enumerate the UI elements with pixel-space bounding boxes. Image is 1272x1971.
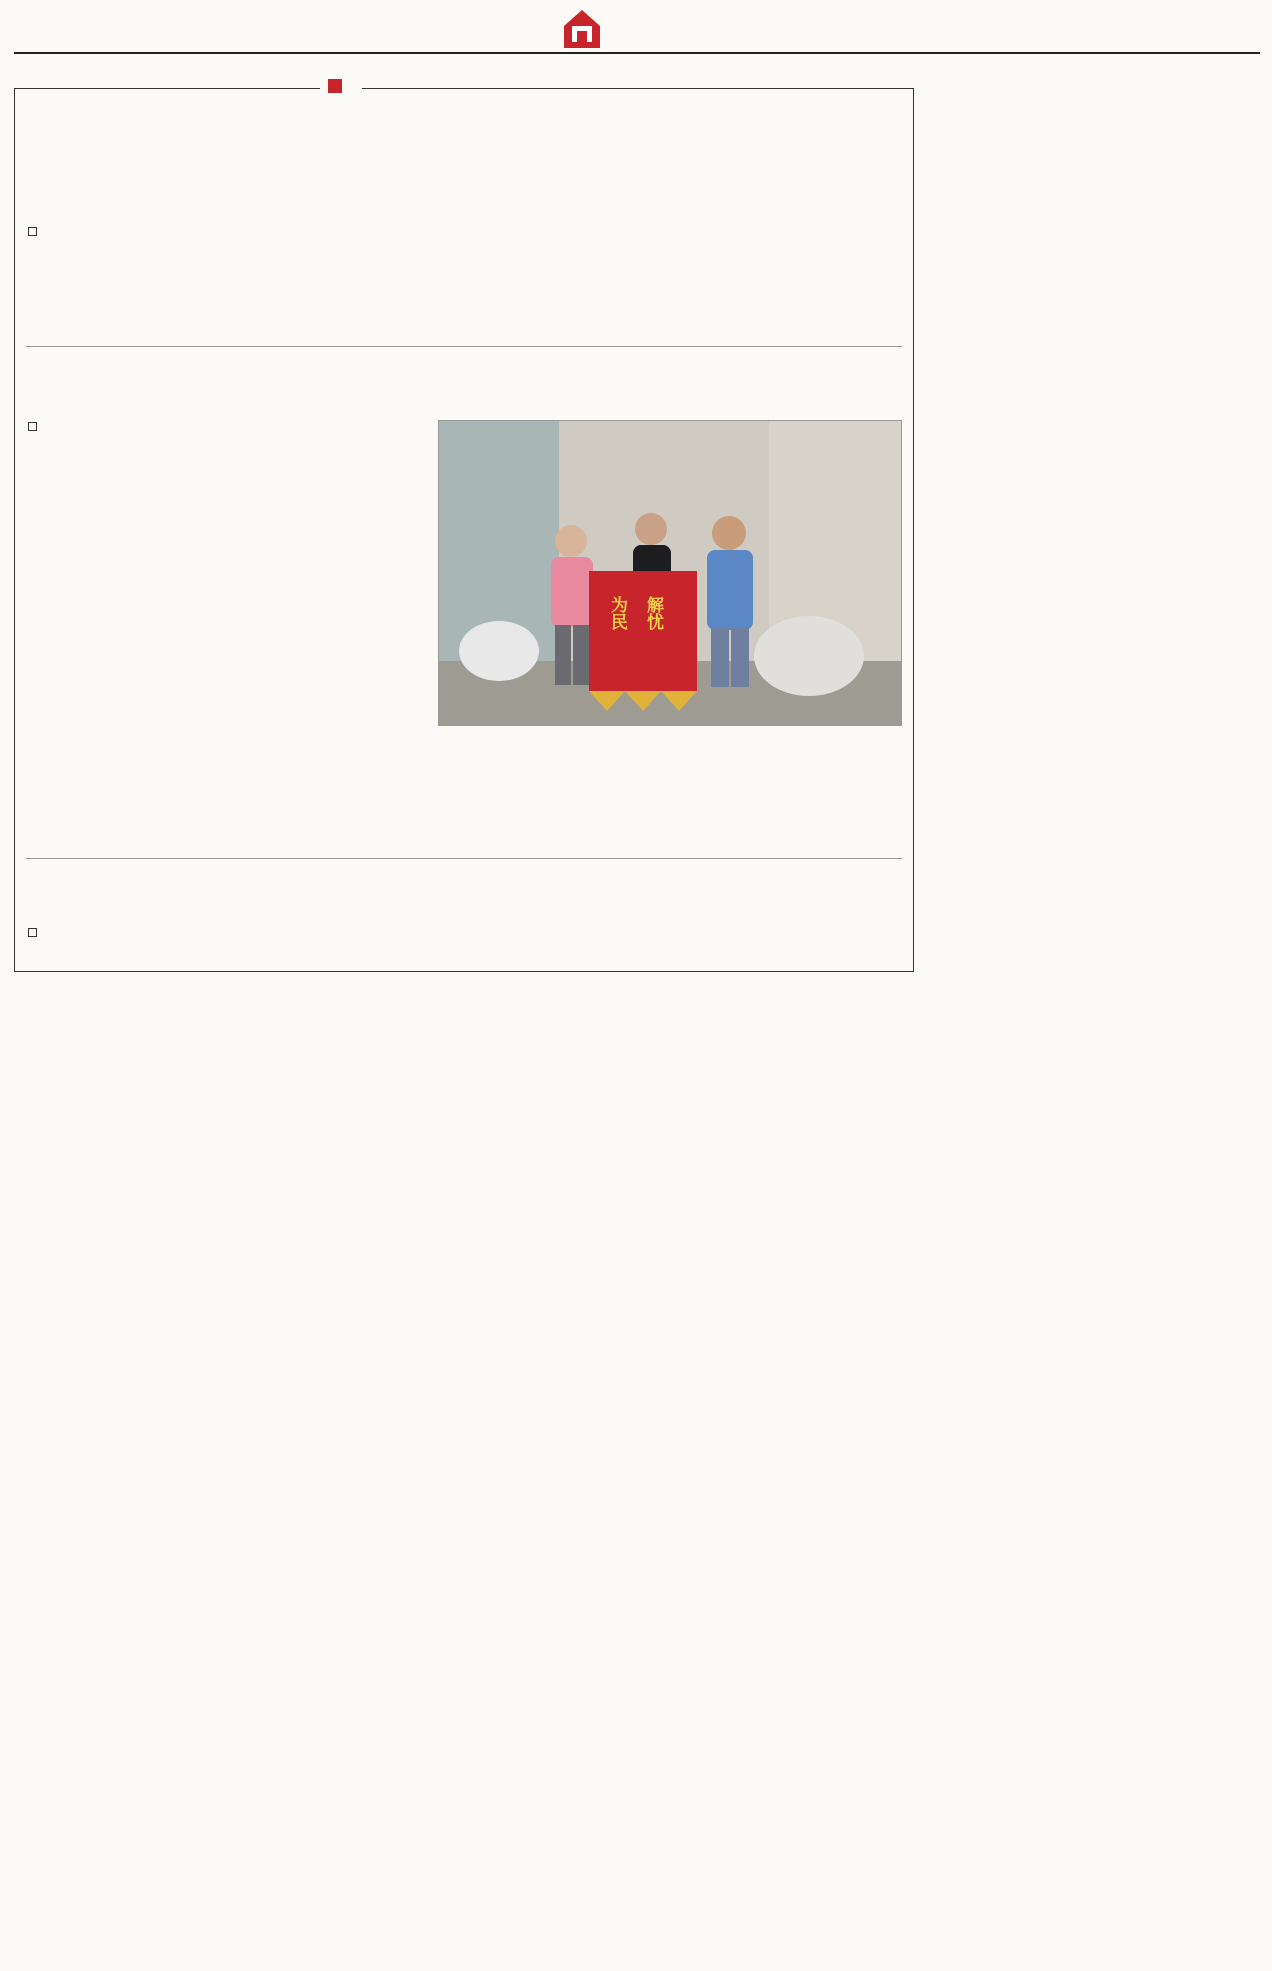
article-2-col-3	[438, 748, 662, 852]
article-1-col-4	[658, 228, 854, 340]
header-rule	[14, 52, 1260, 54]
square-bullet-icon	[28, 227, 37, 236]
article-2-byline	[28, 420, 228, 435]
article-2-col-4	[676, 748, 900, 852]
article-2-photo	[438, 420, 902, 726]
section-logo	[560, 6, 650, 50]
article-1-byline	[28, 225, 228, 240]
article-1-col-3	[448, 228, 644, 340]
photo-scene	[439, 421, 902, 726]
article-2-col-2	[232, 420, 428, 852]
svg-text:为民: 为民	[607, 596, 627, 630]
svg-text:解忧: 解忧	[643, 596, 663, 630]
square-bullet-icon	[28, 422, 37, 431]
red-square-icon	[328, 79, 342, 93]
article-2-col-1	[28, 440, 224, 852]
rule-a2	[26, 858, 902, 859]
campaign-banner	[320, 76, 362, 96]
article-1-col-1	[28, 246, 224, 341]
house-icon	[560, 6, 604, 50]
rule-a1	[26, 346, 902, 347]
article-1-col-2	[238, 228, 434, 340]
article-3-byline-1	[28, 926, 228, 941]
square-bullet-icon	[28, 928, 37, 937]
